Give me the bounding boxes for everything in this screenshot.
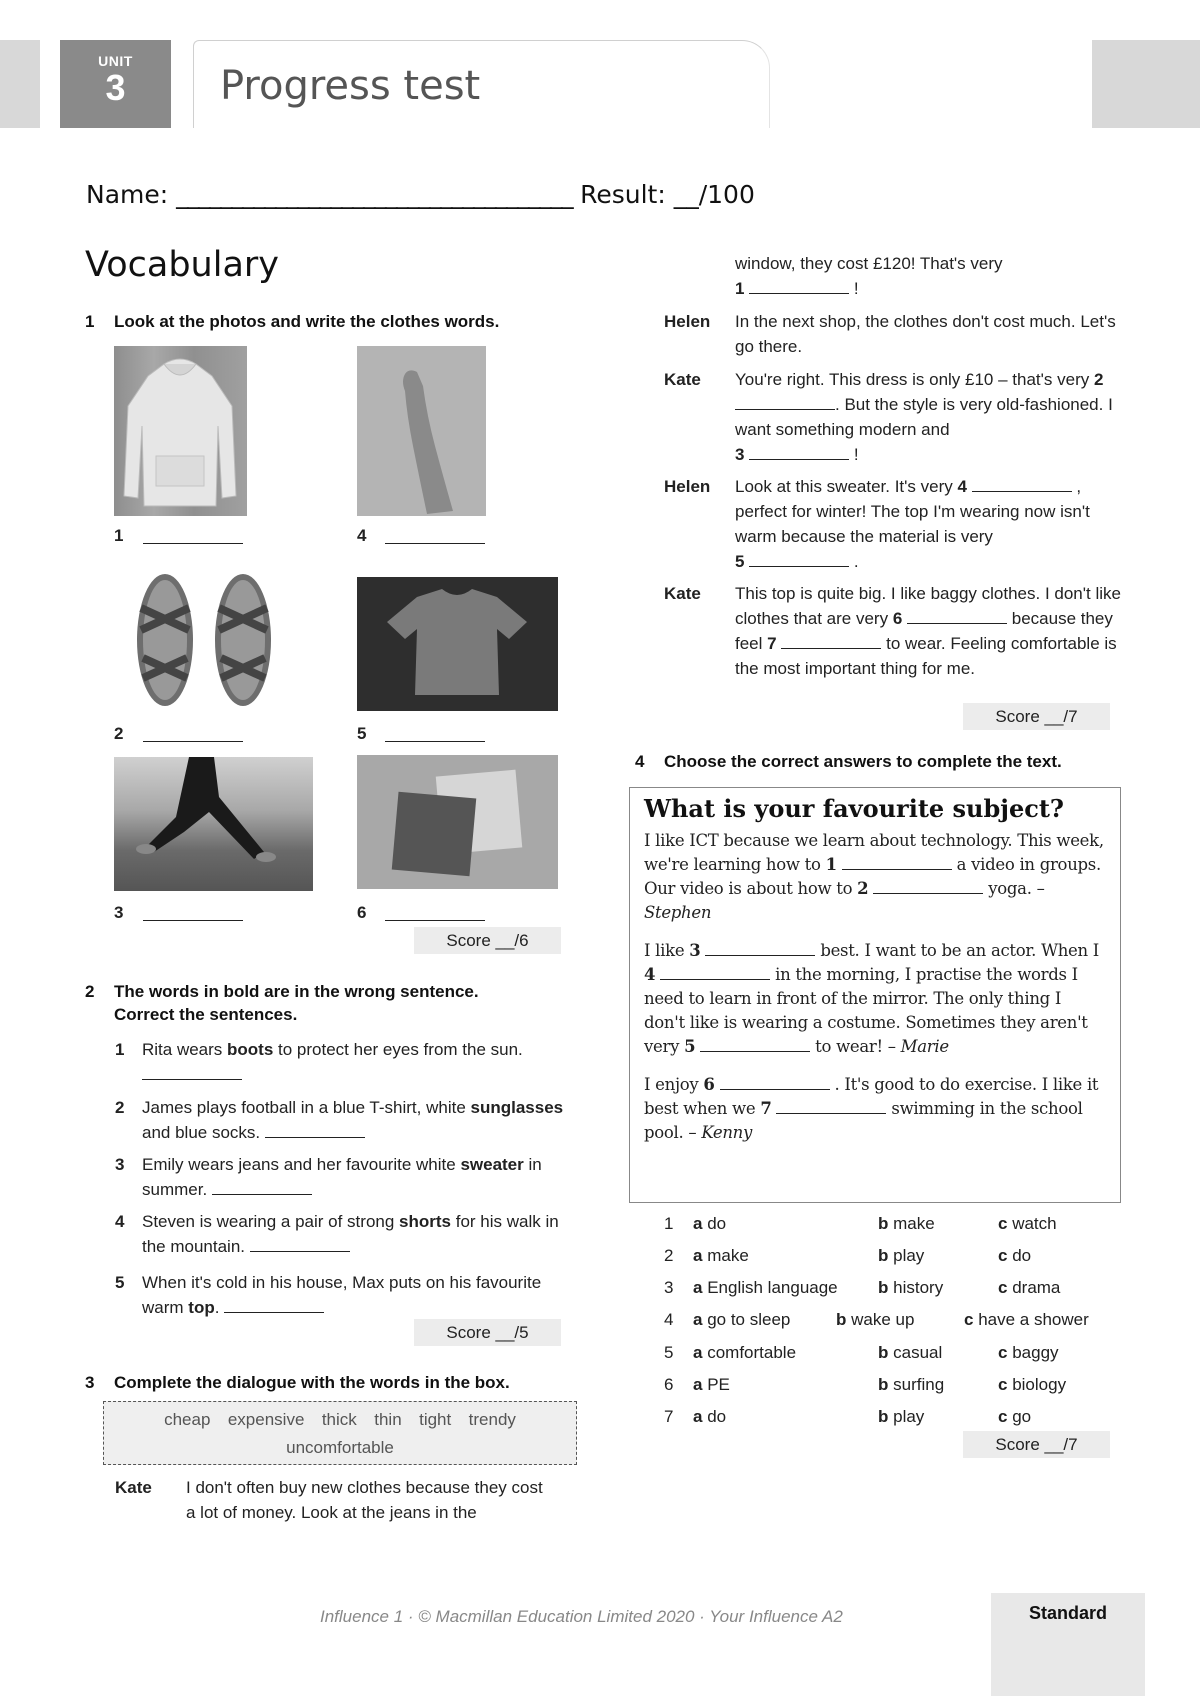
bold-word: boots [227, 1040, 274, 1059]
dialogue-helen-1 [664, 309, 1124, 359]
photo-4-label: 4 [357, 526, 367, 545]
sentence-text: in summer. [142, 1155, 542, 1199]
reading-text: to wear! – [815, 1037, 896, 1056]
sentence-text: James plays football in a blue T-shirt, white [142, 1098, 471, 1117]
option-letter: b [878, 1407, 889, 1426]
speaker-name: Kate [664, 370, 701, 389]
dialogue-text: window, they cost £120! That's very [735, 254, 1003, 273]
gap-number: 5 [735, 552, 745, 571]
header-tab-right [1092, 40, 1200, 128]
runner-legs-icon [114, 757, 313, 891]
option-text: PE [707, 1375, 730, 1394]
option-text: do [707, 1407, 727, 1426]
t-shirt-photo [357, 577, 558, 711]
q4-heading [635, 752, 1062, 772]
option-b[interactable] [878, 1407, 924, 1427]
option-number: 2 [664, 1246, 674, 1265]
option-row-2 [664, 1246, 1114, 1278]
option-row-4 [664, 1310, 1114, 1342]
option-row-6 [664, 1375, 1114, 1407]
gap-number: 2 [857, 879, 869, 898]
option-a[interactable] [693, 1246, 749, 1266]
tights-leg-photo [357, 346, 486, 516]
bold-word: sunglasses [470, 1098, 564, 1117]
answer-blank[interactable] [749, 551, 849, 567]
option-letter: b [836, 1310, 847, 1329]
option-number: 4 [664, 1310, 674, 1329]
q2-instruction-1: The words in bold are in the wrong sentence. [114, 982, 479, 1001]
option-text: comfortable [707, 1343, 797, 1362]
option-letter: c [998, 1407, 1008, 1426]
hoodie-photo [114, 346, 247, 516]
option-text: surfing [893, 1375, 945, 1394]
option-number: 6 [664, 1375, 674, 1394]
option-b[interactable] [878, 1375, 944, 1395]
speaker-name: Kate [664, 584, 701, 603]
gap-number: 7 [767, 634, 777, 653]
photo-5-answer[interactable] [385, 726, 485, 747]
gap-number: 3 [735, 445, 745, 464]
option-text: play [893, 1407, 925, 1426]
option-row-3 [664, 1278, 1114, 1310]
gap-number: 6 [703, 1075, 715, 1094]
q2-score: Score __/5 [414, 1319, 561, 1346]
q3-score: Score __/7 [963, 703, 1110, 730]
photo-2-label: 2 [114, 724, 124, 743]
answer-blank [143, 726, 243, 742]
page-title: Progress test [220, 63, 481, 109]
sentence-number: 5 [115, 1273, 125, 1292]
gap-blank [700, 1036, 810, 1052]
answer-blank[interactable] [250, 1236, 350, 1252]
photo-1-answer[interactable] [143, 528, 243, 549]
reading-paragraph-2 [644, 939, 1106, 1059]
answer-blank[interactable] [265, 1122, 365, 1138]
photo-4-answer[interactable] [385, 528, 485, 549]
q2-sentence-4 [115, 1209, 565, 1259]
answer-blank[interactable] [142, 1064, 242, 1080]
sentence-number: 2 [115, 1098, 125, 1117]
leggings-runner-photo [114, 757, 313, 891]
scarf-icon [357, 755, 558, 889]
bold-word: shorts [399, 1212, 451, 1231]
title-tab [193, 40, 770, 128]
bold-word: sweater [460, 1155, 524, 1174]
reading-text: I enjoy [644, 1075, 699, 1094]
option-row-1 [664, 1214, 1114, 1246]
q2-sentence-5 [115, 1270, 565, 1320]
q3-heading [85, 1373, 510, 1393]
word-box [103, 1401, 577, 1465]
header-tab-left [0, 40, 40, 128]
gap-blank [873, 878, 983, 894]
footer-copyright: Influence 1 · © Macmillan Education Limited 2020 · Your Influence A2 [320, 1607, 843, 1626]
q1-heading [85, 312, 499, 332]
option-b[interactable] [878, 1246, 924, 1266]
dialogue-kate-3 [664, 581, 1124, 681]
answer-blank [143, 528, 243, 544]
option-letter: c [998, 1278, 1008, 1297]
sentence-text: Steven is wearing a pair of strong [142, 1212, 400, 1231]
answer-blank [385, 726, 485, 742]
reading-text-box [629, 787, 1121, 1203]
gap-number: 4 [644, 965, 656, 984]
sentence-text: When it's cold in his house, Max puts on his favourite warm [142, 1273, 542, 1317]
option-b[interactable] [836, 1310, 914, 1330]
knitted-scarf-photo [357, 755, 558, 889]
gap-number: 1 [825, 855, 837, 874]
sentence-number: 1 [115, 1040, 125, 1059]
q2-sentence-3 [115, 1152, 565, 1202]
q2-sentence-2 [115, 1095, 565, 1145]
option-c[interactable] [998, 1278, 1060, 1298]
option-text: go to sleep [707, 1310, 791, 1329]
q1-score: Score __/6 [414, 927, 561, 954]
option-a[interactable] [693, 1407, 726, 1427]
answer-blank[interactable] [224, 1297, 324, 1313]
name-label: Name: [86, 180, 169, 209]
option-a[interactable] [693, 1278, 838, 1298]
gap-number: 1 [735, 279, 745, 298]
sentence-text: to protect her eyes from the sun. [273, 1040, 523, 1059]
option-a[interactable] [693, 1343, 796, 1363]
reading-text: I like [644, 941, 685, 960]
sentence-number: 3 [115, 1155, 125, 1174]
speaker-name: Helen [664, 312, 711, 331]
gap-blank [705, 940, 815, 956]
bold-word: top [188, 1298, 215, 1317]
dialogue-text: because they feel [735, 609, 1113, 653]
option-letter: b [878, 1246, 889, 1265]
q2-sentence-1 [115, 1037, 565, 1087]
dialogue-kate-1-cont: window, they cost £120! That's very 1 ! [735, 254, 1003, 298]
answer-blank[interactable] [907, 608, 1007, 624]
answer-blank[interactable] [749, 444, 849, 460]
option-b[interactable] [878, 1214, 935, 1234]
q1-number: 1 [85, 312, 95, 331]
option-letter: a [693, 1278, 703, 1297]
option-a[interactable] [693, 1310, 790, 1330]
section-heading: Vocabulary [85, 245, 280, 285]
option-text: have a shower [978, 1310, 1089, 1329]
option-letter: b [878, 1375, 889, 1394]
answer-blank[interactable] [781, 633, 881, 649]
photo-6-label: 6 [357, 903, 367, 922]
option-c[interactable] [998, 1407, 1031, 1427]
gap-number: 7 [760, 1099, 772, 1118]
photo-1-label: 1 [114, 526, 124, 545]
q4-number: 4 [635, 752, 645, 771]
option-letter: b [878, 1343, 889, 1362]
option-b[interactable] [878, 1278, 943, 1298]
author-name: Stephen [644, 903, 712, 922]
option-text: English language [707, 1278, 838, 1297]
q1-instruction: Look at the photos and write the clothes words. [114, 312, 500, 331]
level-badge: Standard [991, 1593, 1145, 1696]
speaker-name: Helen [664, 477, 711, 496]
option-letter: a [693, 1407, 703, 1426]
option-letter: c [998, 1214, 1008, 1233]
q3-number: 3 [85, 1373, 95, 1392]
leg-icon [357, 346, 486, 516]
option-letter: c [998, 1343, 1008, 1362]
word-box-line-2: uncomfortable [286, 1438, 394, 1457]
option-text: watch [1012, 1214, 1057, 1233]
option-text: drama [1012, 1278, 1061, 1297]
sentence-text: . [214, 1298, 220, 1317]
option-letter: a [693, 1246, 703, 1265]
reading-text: in the morning, I practise the words I need to learn in front of the mirror. The only thing I don't like is wearing a costume. Sometimes they aren't very [644, 965, 1088, 1056]
photo-3-label: 3 [114, 903, 124, 922]
option-c[interactable] [998, 1246, 1031, 1266]
option-c[interactable] [998, 1343, 1059, 1363]
option-letter: c [964, 1310, 974, 1329]
option-text: do [1012, 1246, 1032, 1265]
option-text: history [893, 1278, 944, 1297]
gap-number: 5 [684, 1037, 696, 1056]
dialogue-text: In the next shop, the clothes don't cost much. Let's go there. [735, 312, 1116, 356]
photo-2-answer[interactable] [143, 726, 243, 747]
option-a[interactable] [693, 1214, 726, 1234]
option-text: baggy [1012, 1343, 1059, 1362]
answer-blank[interactable] [212, 1179, 312, 1195]
sentence-text: for his walk in the mountain. [142, 1212, 559, 1256]
gap-blank [776, 1098, 886, 1114]
option-letter: a [693, 1214, 703, 1233]
answer-blank [385, 528, 485, 544]
speaker-name: Kate [115, 1478, 152, 1497]
answer-blank[interactable] [735, 394, 835, 410]
gap-blank [842, 854, 952, 870]
option-row-5 [664, 1343, 1114, 1375]
option-text: casual [893, 1343, 943, 1362]
option-number: 1 [664, 1214, 674, 1233]
dialogue-text: You're right. This dress is only £10 – that's very [735, 370, 1090, 389]
author-name: Marie [900, 1037, 949, 1056]
option-number: 3 [664, 1278, 674, 1297]
photo-6-answer[interactable] [385, 905, 485, 926]
dialogue-text: This top is quite big. I like baggy clothes. I don't like clothes that are very [735, 584, 1121, 628]
option-text: play [893, 1246, 925, 1265]
dialogue-kate-2: Kate You're right. This dress is only £10 – that's very 2 . But the style is very old-fashioned. I want something modern and 3 ! [664, 367, 1124, 467]
option-text: go [1012, 1407, 1032, 1426]
answer-blank [143, 905, 243, 921]
option-c[interactable] [998, 1375, 1066, 1395]
reading-text: . It's good to do exercise. I like it best when we [644, 1075, 1099, 1118]
sandals-icon [127, 568, 282, 710]
t-shirt-icon [357, 577, 558, 711]
reading-text: I like ICT because we learn about technology. This week, we're learning how to [644, 831, 1104, 874]
gap-blank [720, 1074, 830, 1090]
unit-badge [60, 40, 171, 128]
option-number: 7 [664, 1407, 674, 1426]
option-letter: a [693, 1343, 703, 1362]
reading-text: swimming in the school pool. – [644, 1099, 1083, 1142]
gap-number: 6 [892, 609, 903, 628]
sentence-number: 4 [115, 1212, 125, 1231]
word-box-line-1: cheap expensive thick thin tight trendy [164, 1410, 516, 1429]
q2-number: 2 [85, 982, 95, 1001]
answer-blank[interactable] [749, 278, 849, 294]
option-text: wake up [851, 1310, 915, 1329]
reading-text: yoga. – [988, 879, 1045, 898]
option-c[interactable] [964, 1310, 1089, 1330]
option-text: do [707, 1214, 727, 1233]
dialogue-helen-2: Helen Look at this sweater. It's very 4 , perfect for winter! The top I'm wearing now isn't warm because the material is very 5 . [664, 474, 1124, 574]
option-c[interactable] [998, 1214, 1057, 1234]
option-text: make [893, 1214, 935, 1233]
option-letter: b [878, 1214, 889, 1233]
option-number: 5 [664, 1343, 674, 1362]
sentence-text: and blue socks. [142, 1123, 261, 1142]
sentence-text: Emily wears jeans and her favourite white [142, 1155, 461, 1174]
option-letter: b [878, 1278, 889, 1297]
option-b[interactable] [878, 1343, 942, 1363]
dialogue-text: perfect for winter! The top I'm wearing now isn't warm because the material is very [735, 502, 1090, 546]
q4-score: Score __/7 [963, 1431, 1110, 1458]
result-label: Result: __/100 [580, 180, 755, 209]
dialogue-text: I don't often buy new clothes because they cost a lot of money. Look at the jeans in the [186, 1478, 543, 1522]
photo-3-answer[interactable] [143, 905, 243, 926]
q2-instruction-2: Correct the sentences. [114, 1005, 298, 1024]
reading-paragraph-3 [644, 1073, 1106, 1145]
dialogue-text: to wear. Feeling comfortable is the most important thing for me. [735, 634, 1117, 678]
sandals-photo [127, 568, 282, 710]
gap-number: 2 [1093, 370, 1104, 389]
answer-blank [385, 905, 485, 921]
q3-instruction: Complete the dialogue with the words in the box. [114, 1373, 510, 1392]
option-letter: c [998, 1246, 1008, 1265]
option-text: biology [1012, 1375, 1067, 1394]
dialogue-kate-1 [115, 1475, 555, 1525]
option-a[interactable] [693, 1375, 730, 1395]
option-letter: a [693, 1375, 703, 1394]
option-letter: c [998, 1375, 1008, 1394]
reading-text: best. I want to be an actor. When I [820, 941, 1100, 960]
reading-paragraph-1 [644, 829, 1106, 925]
dialogue-text: . But the style is very old-fashioned. I want something modern and [735, 395, 1113, 439]
dialogue-text: Look at this sweater. It's very [735, 477, 953, 496]
unit-label: UNIT [98, 53, 133, 69]
gap-number: 4 [957, 477, 967, 496]
reading-text: a video in groups. Our video is about how to [644, 855, 1101, 898]
name-blank: ____________________________________ [176, 180, 573, 209]
q2-heading [85, 980, 479, 1026]
option-letter: a [693, 1310, 703, 1329]
hoodie-icon [114, 346, 247, 516]
unit-number: 3 [105, 67, 126, 108]
name-result-line [86, 180, 755, 209]
gap-blank [660, 964, 770, 980]
author-name: Kenny [701, 1123, 753, 1142]
answer-blank[interactable] [972, 476, 1072, 492]
reading-title: What is your favourite subject? [644, 794, 1064, 823]
photo-5-label: 5 [357, 724, 367, 743]
sentence-text: Rita wears [142, 1040, 228, 1059]
q4-instruction: Choose the correct answers to complete the text. [664, 752, 1062, 771]
gap-number: 3 [689, 941, 701, 960]
option-text: make [707, 1246, 749, 1265]
